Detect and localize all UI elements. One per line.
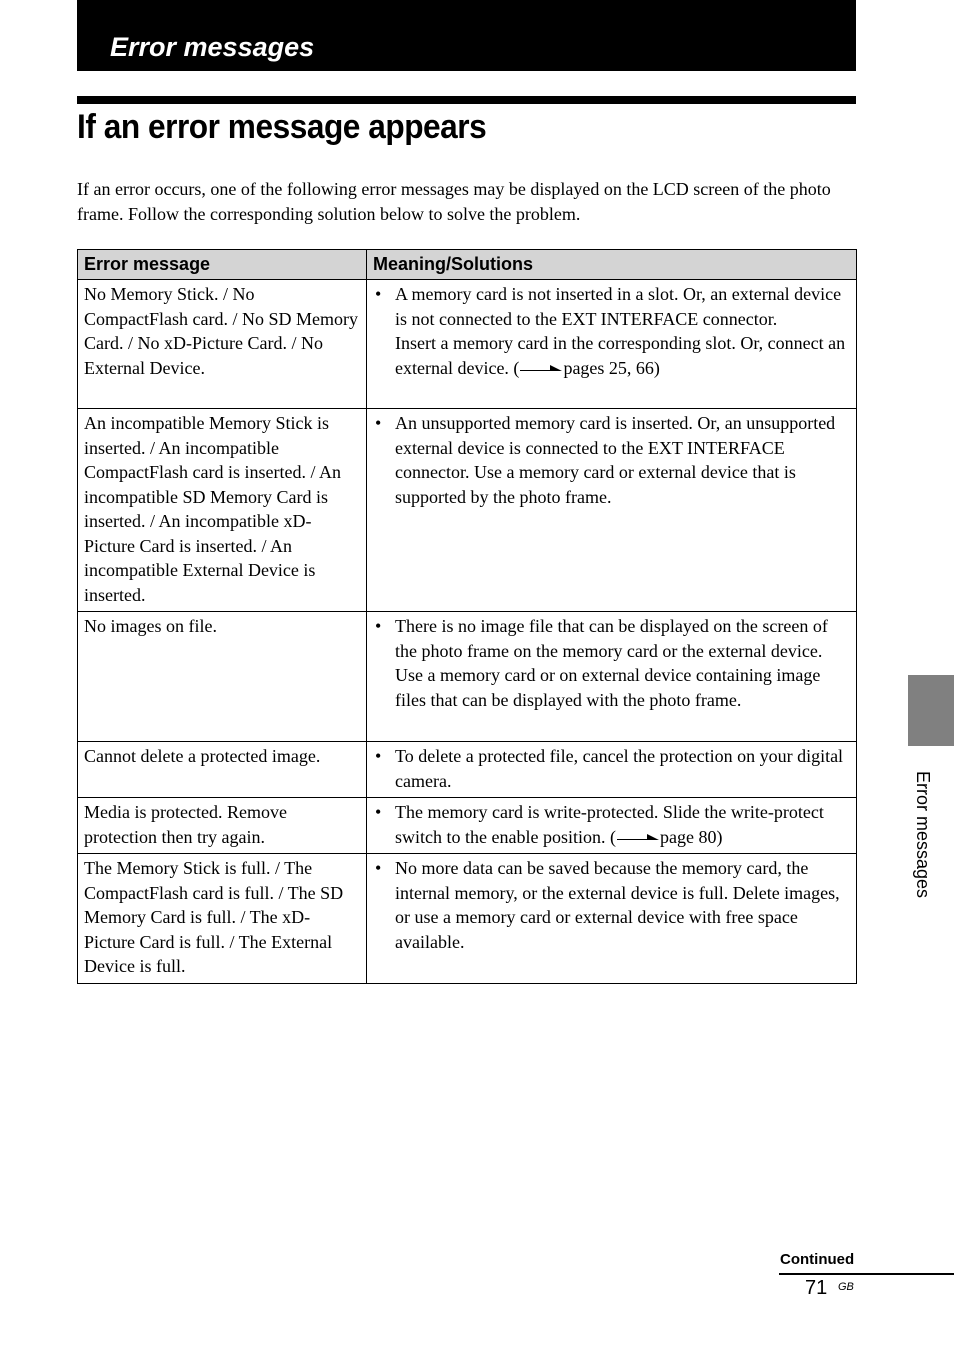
solution-text: There is no image file that can be displayed on the screen of the photo frame on the memory card or the external device. Use a memory card or on external device containing image files that can be displayed with the photo frame.: [395, 616, 828, 710]
chapter-tab-label: Error messages: [913, 771, 933, 899]
arrow-right-icon: [520, 363, 562, 373]
table-row: [78, 854, 857, 984]
table-row: [78, 798, 857, 854]
error-message-cell: The Memory Stick is full. / The CompactFlash card is full. / The SD Memory Card is full. / The xD-Picture Card is full. / The External Device is full.: [78, 854, 367, 984]
page-locale: GB: [838, 1281, 854, 1293]
solution-text: No more data can be saved because the memory card, the internal memory, or the external device is full. Delete images, or use a memory card or external device with free space available.: [395, 858, 840, 952]
solution-bullet: [373, 411, 850, 509]
solution-cell: [367, 854, 857, 984]
solution-bullet: [373, 856, 850, 954]
title-rule: [77, 96, 856, 104]
bullet-glyph: •: [375, 802, 382, 822]
error-table: [77, 249, 857, 984]
table-header-row: [78, 250, 857, 280]
solution-text-block: [395, 282, 850, 380]
solution-cell: [367, 742, 857, 798]
table-row: [78, 742, 857, 798]
bullet-glyph: •: [375, 616, 382, 636]
solution-cell: [367, 798, 857, 854]
table-row: [78, 612, 857, 742]
solution-cell: [367, 280, 857, 409]
section-header-bar: [77, 0, 856, 71]
footer-rule: [779, 1273, 954, 1275]
page-title: If an error message appears: [77, 108, 487, 146]
error-message-cell: Media is protected. Remove protection then try again.: [78, 798, 367, 854]
chapter-tab: [908, 675, 954, 746]
page-reference: pages 25, 66): [563, 357, 660, 378]
section-title: Error messages: [110, 32, 315, 62]
table-row: [78, 409, 857, 612]
solution-cell: [367, 612, 857, 742]
bullet-glyph: •: [375, 746, 382, 766]
solution-bullet: [373, 282, 850, 380]
continued-label: Continued: [780, 1251, 855, 1268]
solution-bullet: [373, 614, 850, 712]
error-message-cell: No images on file.: [78, 612, 367, 742]
table-row: [78, 280, 857, 409]
page-reference: page 80): [659, 826, 723, 847]
bullet-glyph: •: [375, 858, 382, 878]
solution-text: An unsupported memory card is inserted. Or, an unsupported external device is connected to the EXT INTERFACE connector. Use a memory card or external device that is supported by the photo frame.: [395, 413, 836, 507]
solution-text: To delete a protected file, cancel the protection on your digital camera.: [395, 746, 844, 791]
solution-text: The memory card is write-protected. Slide the write-protect switch to the enable position. (: [395, 802, 824, 847]
solution-text-block: [395, 800, 850, 849]
solution-bullet: [373, 744, 850, 793]
solution-extra-text: Insert a memory card in the corresponding slot. Or, connect an external device. (: [395, 333, 846, 378]
error-message-cell: No Memory Stick. / No CompactFlash card. / No SD Memory Card. / No xD-Picture Card. / No External Device.: [78, 280, 367, 409]
solution-bullet: [373, 800, 850, 849]
solution-cell: [367, 409, 857, 612]
column-header-meaning-solutions: Meaning/Solutions: [367, 250, 857, 280]
arrow-right-icon: [617, 832, 659, 842]
error-message-cell: Cannot delete a protected image.: [78, 742, 367, 798]
intro-paragraph: If an error occurs, one of the following error messages may be displayed on the LCD screen of the photo frame. Follow the corresponding solution below to solve the problem.: [77, 179, 831, 224]
solution-text: A memory card is not inserted in a slot. Or, an external device is not connected to the EXT INTERFACE connector.: [395, 284, 842, 329]
bullet-glyph: •: [375, 284, 382, 304]
column-header-error-message: Error message: [78, 250, 367, 280]
page-number: 71: [805, 1277, 828, 1299]
error-message-cell: An incompatible Memory Stick is inserted. / An incompatible CompactFlash card is inserted. / An incompatible SD Memory Card is inserted. / An incompatible xD-Picture Card is inserted. / An incompatible External Device is inserted.: [78, 409, 367, 612]
bullet-glyph: •: [375, 413, 382, 433]
